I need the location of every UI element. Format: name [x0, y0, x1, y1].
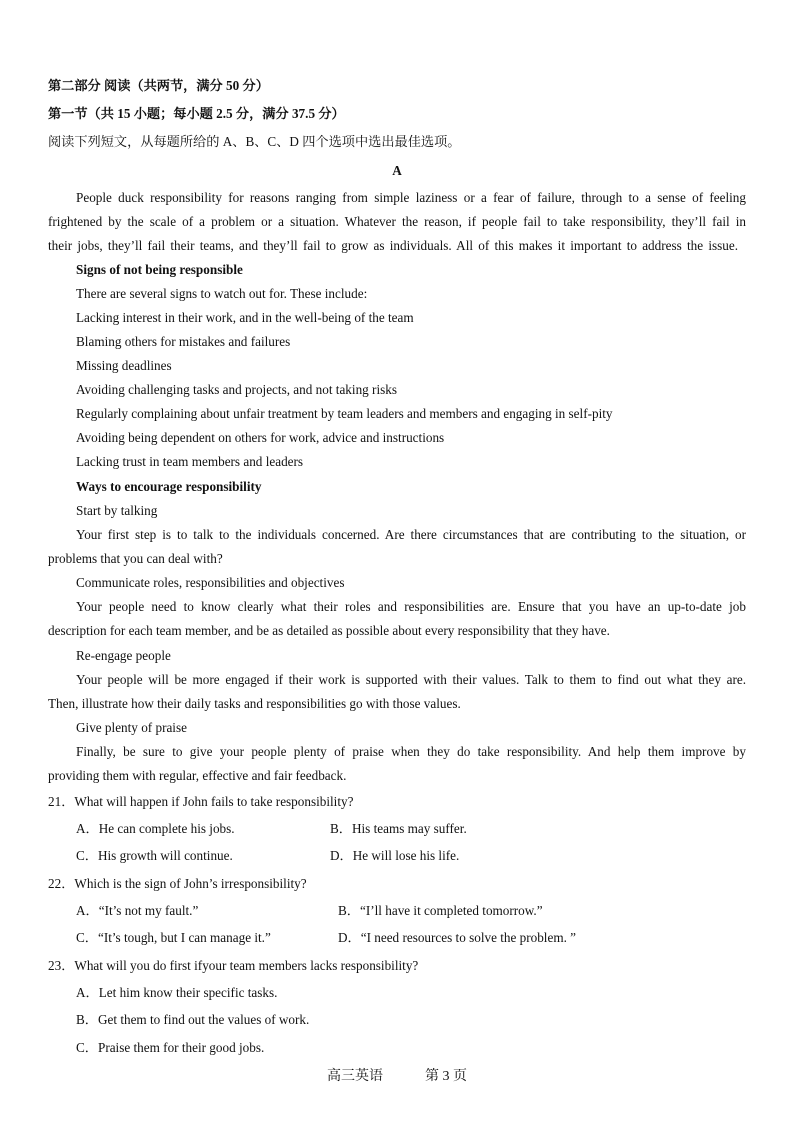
option-b[interactable]: B．Get them to find out the values of work. — [76, 1012, 310, 1027]
way-title: Start by talking — [76, 503, 158, 518]
passage-p1-line: their jobs, they’ll fail their teams, and they’ll fail to grow as individuals. All of this makes it important to address the issue. — [48, 238, 738, 253]
option-c[interactable]: C．His growth will continue. — [76, 848, 233, 863]
way-text-line: Then, illustrate how their daily tasks and responsibilities go with those values. — [48, 696, 461, 711]
way-title: Communicate roles, responsibilities and objectives — [76, 575, 345, 590]
option-b[interactable]: B．His teams may suffer. — [330, 821, 467, 836]
way-text-line: Finally, be sure to give your people plenty of praise when they do take responsibility. And help them improve by — [76, 744, 746, 759]
ways-heading: Ways to encourage responsibility — [76, 479, 262, 494]
signs-heading: Signs of not being responsible — [76, 262, 243, 277]
question-stem: 22．Which is the sign of John’s irresponsibility? — [48, 876, 307, 891]
section-title: 第一节（共 15 小题；每小题 2.5 分，满分 37.5 分） — [48, 106, 345, 121]
sign-item: Missing deadlines — [76, 358, 172, 373]
passage-p1-line: frightened by the scale of a problem or a situation. Whatever the reason, if people fail to take responsibility, they’ll fail in — [48, 214, 746, 229]
way-title: Re-engage people — [76, 648, 171, 663]
page-footer — [0, 1068, 794, 1086]
part-title: 第二部分 阅读（共两节，满分 50 分） — [48, 78, 269, 93]
way-text-line: Your first step is to talk to the individuals concerned. Are there circumstances that are contributing to the situation, or — [76, 527, 746, 542]
way-text-line: providing them with regular, effective and fair feedback. — [48, 768, 347, 783]
sign-item: Blaming others for mistakes and failures — [76, 334, 291, 349]
instructions: 阅读下列短文，从每题所给的 A、B、C、D 四个选项中选出最佳选项。 — [48, 134, 461, 149]
option-b[interactable]: B．“I’ll have it completed tomorrow.” — [338, 903, 543, 918]
option-a[interactable]: A．“It’s not my fault.” — [76, 903, 199, 918]
way-text-line: Your people need to know clearly what their roles and responsibilities are. Ensure that you have an up-to-date job — [76, 599, 746, 614]
way-text-line: problems that you can deal with? — [48, 551, 223, 566]
way-text-line: description for each team member, and be as detailed as possible about every responsibility that they have. — [48, 623, 610, 638]
footer-page-number: 第 3 页 — [425, 1069, 467, 1084]
sign-item: Avoiding challenging tasks and projects, and not taking risks — [76, 382, 397, 397]
footer-subject: 高三英语 — [327, 1069, 383, 1084]
way-text-line: Your people will be more engaged if their work is supported with their values. Talk to them to find out what they are. — [76, 672, 746, 687]
sign-item: Regularly complaining about unfair treatment by team leaders and members and engaging in self-pity — [76, 406, 613, 421]
passage-p1-line: People duck responsibility for reasons ranging from simple laziness or a fear of failure, through to a sense of feeling — [76, 190, 746, 205]
passage-label: A — [392, 163, 402, 178]
question-stem: 23．What will you do first ifyour team members lacks responsibility? — [48, 958, 419, 973]
option-d[interactable]: D．He will lose his life. — [330, 848, 460, 863]
sign-item: Avoiding being dependent on others for work, advice and instructions — [76, 430, 445, 445]
signs-intro: There are several signs to watch out for. These include: — [76, 286, 368, 301]
question-stem: 21．What will happen if John fails to take responsibility? — [48, 794, 354, 809]
option-c[interactable]: C．Praise them for their good jobs. — [76, 1040, 265, 1055]
option-c[interactable]: C．“It’s tough, but I can manage it.” — [76, 930, 271, 945]
sign-item: Lacking trust in team members and leaders — [76, 454, 304, 469]
sign-item: Lacking interest in their work, and in the well-being of the team — [76, 310, 414, 325]
option-d[interactable]: D．“I need resources to solve the problem. ” — [338, 930, 577, 945]
way-title: Give plenty of praise — [76, 720, 187, 735]
option-a[interactable]: A．He can complete his jobs. — [76, 821, 235, 836]
option-a[interactable]: A．Let him know their specific tasks. — [76, 985, 278, 1000]
